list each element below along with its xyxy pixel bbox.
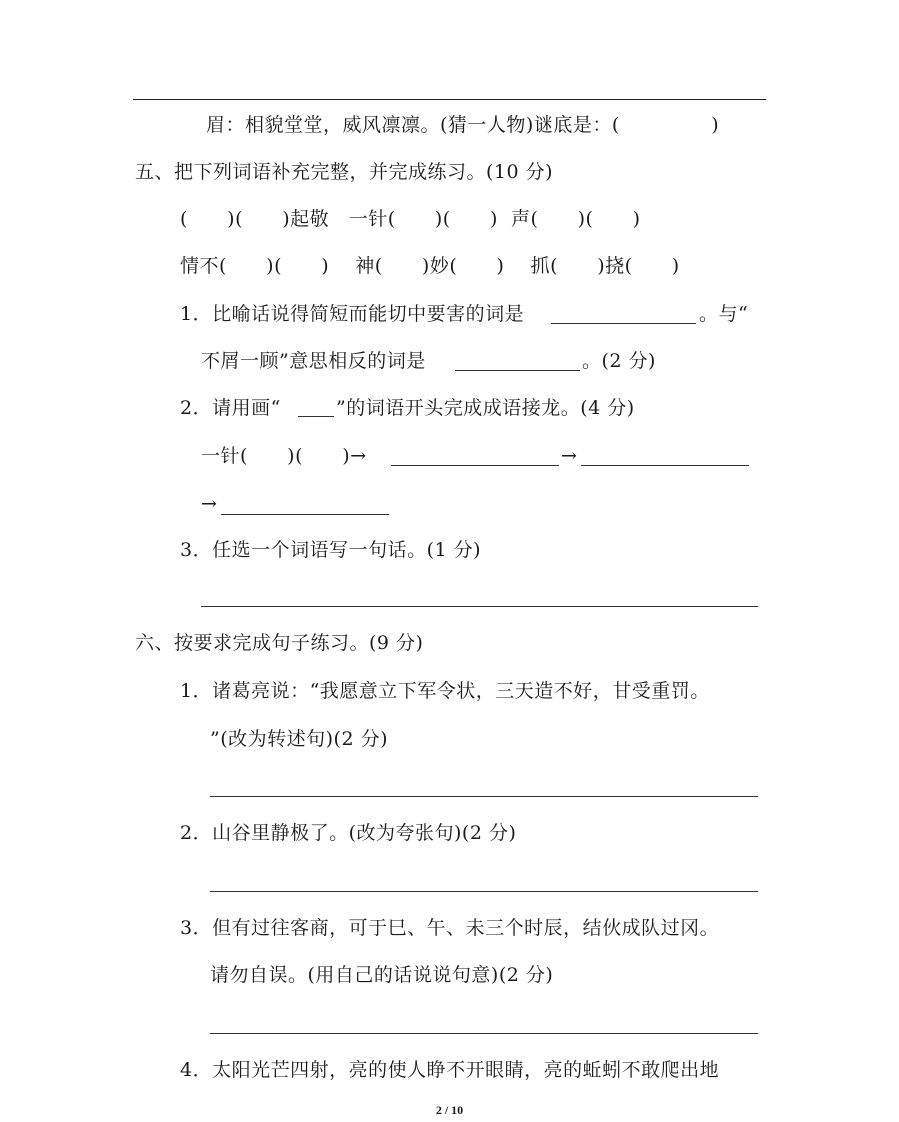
q5-1-text-c: 不屑一顾”意思相反的词是 bbox=[201, 350, 426, 372]
section-6-heading: 六、按要求完成句子练习。(9 分) bbox=[135, 632, 424, 654]
q5-1-text-d: 。(2 分) bbox=[582, 350, 656, 372]
q6-3-line-1: 3．但有过往客商，可于巳、午、未三个时辰，结伙成队过冈。 bbox=[180, 917, 720, 939]
header-rule bbox=[133, 99, 766, 100]
q5-1-blank-1[interactable] bbox=[551, 323, 696, 324]
q5-2-chain-blank-1[interactable] bbox=[391, 465, 559, 466]
section-5-heading: 五、把下列词语补充完整，并完成练习。(10 分) bbox=[135, 161, 554, 183]
q5-3-text: 3．任选一个词语写一句话。(1 分) bbox=[180, 539, 482, 561]
q5-2-chain-arrow-2: → bbox=[201, 493, 218, 515]
q5-3-answer-line[interactable] bbox=[201, 606, 758, 607]
q6-1-answer-line[interactable] bbox=[210, 796, 758, 797]
q5-1-blank-2[interactable] bbox=[455, 370, 580, 371]
q6-1-line-2: ”(改为转述句)(2 分) bbox=[210, 728, 388, 750]
page-number: 2 / 10 bbox=[435, 1103, 464, 1117]
q6-4-line-1: 4．太阳光芒四射，亮的使人睁不开眼睛，亮的蚯蚓不敢爬出地 bbox=[180, 1059, 720, 1081]
q6-3-answer-line[interactable] bbox=[210, 1033, 758, 1034]
q6-2-text: 2．山谷里静极了。(改为夸张句)(2 分) bbox=[180, 822, 517, 844]
riddle-line: 眉：相貌堂堂，威风凛凛。(猜一人物)谜底是：( ) bbox=[206, 114, 720, 136]
q5-2-chain-arrow: → bbox=[561, 445, 578, 467]
section-5-words-row-2: 情不( )( ) 神( )妙( ) 抓( )挠( ) bbox=[180, 255, 680, 277]
q6-1-line-1: 1．诸葛亮说：“我愿意立下军令状，三天造不好，甘受重罚。 bbox=[180, 680, 710, 702]
q5-2-chain-start: 一针( )( )→ bbox=[201, 445, 367, 467]
q5-2-chain-blank-3[interactable] bbox=[221, 514, 389, 515]
q6-3-line-2: 请勿自误。(用自己的话说说句意)(2 分) bbox=[210, 964, 554, 986]
q5-2-text-a: 2．请用画“ bbox=[180, 397, 281, 419]
section-5-words-row-1: ( )( )起敬 一针( )( ) 声( )( ) bbox=[180, 208, 641, 230]
q5-2-chain-blank-2[interactable] bbox=[581, 465, 749, 466]
q5-2-underline-marker bbox=[298, 416, 334, 417]
q5-1-text-a: 1．比喻话说得简短而能切中要害的词是 bbox=[180, 303, 525, 325]
q5-2-text-b: ”的词语开头完成成语接龙。(4 分) bbox=[336, 397, 635, 419]
q6-2-answer-line[interactable] bbox=[210, 891, 758, 892]
q5-1-text-b: 。与“ bbox=[699, 303, 749, 325]
